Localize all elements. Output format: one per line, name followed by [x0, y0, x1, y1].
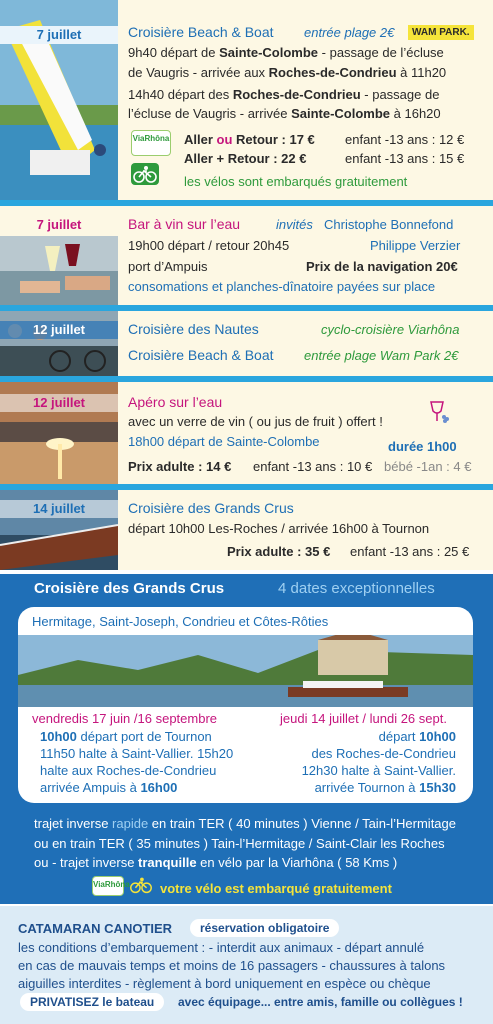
section-apero	[0, 382, 493, 484]
viarhona-logo: ViaRhôna	[92, 876, 124, 896]
right-schedule: départ 10h00	[378, 729, 456, 744]
departure-line: 18h00 départ de Sainte-Colombe	[128, 434, 320, 449]
child-price: enfant -13 ans : 12 €	[345, 132, 465, 147]
bike-note: votre vélo est embarqué gratuitement	[160, 881, 392, 896]
privatize-pill: PRIVATISEZ le bateau	[20, 993, 164, 1011]
price-line: Prix adulte : 14 €	[128, 459, 232, 474]
conditions-line: aiguilles interdites - règlement à bord uniquement en espèce ou chèque	[18, 976, 431, 991]
port-line: port d’Ampuis	[128, 259, 208, 274]
wam-park-badge: WAM PARK.	[408, 25, 474, 40]
right-schedule: arrivée Tournon à 15h30	[314, 780, 456, 795]
conditions-line: en cas de mauvais temps et moins de 16 passagers - chaussures à talons	[18, 958, 446, 973]
privatize-text: avec équipage... entre amis, famille ou collègues !	[178, 995, 463, 1009]
price-line: Prix de la navigation 20€	[306, 259, 458, 274]
invites-label: invités	[276, 217, 313, 232]
boat-name: CATAMARAN CANOTIER	[18, 921, 173, 936]
section-nautes	[0, 311, 493, 376]
wine-list: Hermitage, Saint-Joseph, Condrieu et Côtes-Rôties	[32, 614, 329, 629]
left-dates: vendredis 17 juin /16 septembre	[32, 711, 218, 726]
section-wine-bar	[0, 206, 493, 305]
schedule-line: 14h40 départ des Roches-de-Condrieu - passage de	[128, 87, 440, 102]
date-label: 7 juillet	[0, 26, 118, 44]
cruise-title: Croisière des Grands Crus	[128, 500, 294, 516]
cruise-tag: cyclo-croisière Viarhôna	[321, 322, 460, 337]
left-schedule: arrivée Ampuis à 16h00	[40, 780, 178, 795]
return-line: ou - trajet inverse tranquille en vélo par la Viarhôna ( 58 Kms )	[34, 855, 398, 870]
left-schedule: 10h00 départ port de Tournon	[40, 729, 212, 744]
right-schedule: des Roches-de-Condrieu	[311, 746, 456, 761]
gc-info-card	[18, 607, 473, 803]
section-beach-boat	[0, 0, 493, 200]
wine-glass-icon	[424, 398, 452, 426]
return-line: ou en train TER ( 35 minutes ) Tain-l’Hermitage / Saint-Clair les Roches	[34, 836, 445, 851]
price-line: Aller + Retour : 22 €	[184, 151, 307, 166]
date-label: 12 juillet	[0, 394, 118, 412]
bicycle-icon	[131, 163, 159, 185]
date-label: 14 juillet	[0, 500, 118, 518]
schedule-line: départ 10h00 Les-Roches / arrivée 16h00 à Tournon	[128, 521, 430, 536]
left-schedule: 11h50 halte à Saint-Vallier. 15h20	[40, 746, 234, 761]
section-grands-crus-date	[0, 490, 493, 570]
food-note: consomations et planches-dînatoire payées sur place	[128, 279, 436, 294]
cruise-title: Croisière Beach & Boat	[128, 24, 274, 40]
price-line: Prix adulte : 35 €	[227, 544, 331, 559]
right-dates: jeudi 14 juillet / lundi 26 sept.	[280, 711, 447, 726]
right-schedule: 12h30 halte à Saint-Vallier.	[301, 763, 456, 778]
date-label: 12 juillet	[0, 321, 118, 339]
schedule-line: l’écluse de Vaugris - arrivée Sainte-Colombe à 16h20	[128, 106, 441, 121]
price-line: Aller ou Retour : 17 €	[184, 132, 315, 147]
entry-fee: entrée plage 2€	[304, 25, 395, 40]
photo-river-castle	[18, 635, 473, 707]
schedule-line: 19h00 départ / retour 20h45	[128, 238, 290, 253]
photo-wine-toast	[0, 236, 118, 305]
child-price: enfant -13 ans : 10 €	[253, 459, 373, 474]
cruise-title: Bar à vin sur l’eau	[128, 216, 241, 232]
bicycle-icon	[128, 874, 154, 896]
cruise-title: Croisière des Nautes	[128, 321, 259, 337]
left-schedule: halte aux Roches-de-Condrieu	[40, 763, 217, 778]
child-price: enfant -13 ans : 25 €	[350, 544, 470, 559]
reservation-pill: réservation obligatoire	[190, 919, 339, 937]
cruise-title: Croisière Beach & Boat	[128, 347, 274, 363]
date-label: 7 juillet	[36, 217, 82, 232]
duration: durée 1h00	[388, 439, 457, 454]
conditions-line: les conditions d’embarquement : - interdit aux animaux - départ annulé	[18, 940, 425, 955]
bike-note: les vélos sont embarqués gratuitement	[184, 174, 408, 189]
viarhona-logo: ViaRhôna	[131, 130, 171, 156]
gc-title: Croisière des Grands Crus	[34, 580, 225, 597]
baby-price: bébé -1an : 4 €	[384, 459, 472, 474]
schedule-line: de Vaugris - arrivée aux Roches-de-Condrieu à 11h20	[128, 65, 447, 80]
offer-line: avec un verre de vin ( ou jus de fruit ) offert !	[128, 414, 383, 429]
cruise-title: Apéro sur l’eau	[128, 394, 223, 410]
cruise-tag: entrée plage Wam Park 2€	[304, 348, 459, 363]
guest-name: Christophe Bonnefond	[324, 217, 454, 232]
schedule-line: 9h40 départ de Sainte-Colombe - passage de l’écluse	[128, 45, 444, 60]
gc-subtitle: 4 dates exceptionnelles	[278, 580, 435, 597]
child-price: enfant -13 ans : 15 €	[345, 151, 465, 166]
guest-name: Philippe Verzier	[370, 238, 461, 253]
return-line: trajet inverse rapide en train TER ( 40 minutes ) Vienne / Tain-l’Hermitage	[34, 816, 456, 831]
